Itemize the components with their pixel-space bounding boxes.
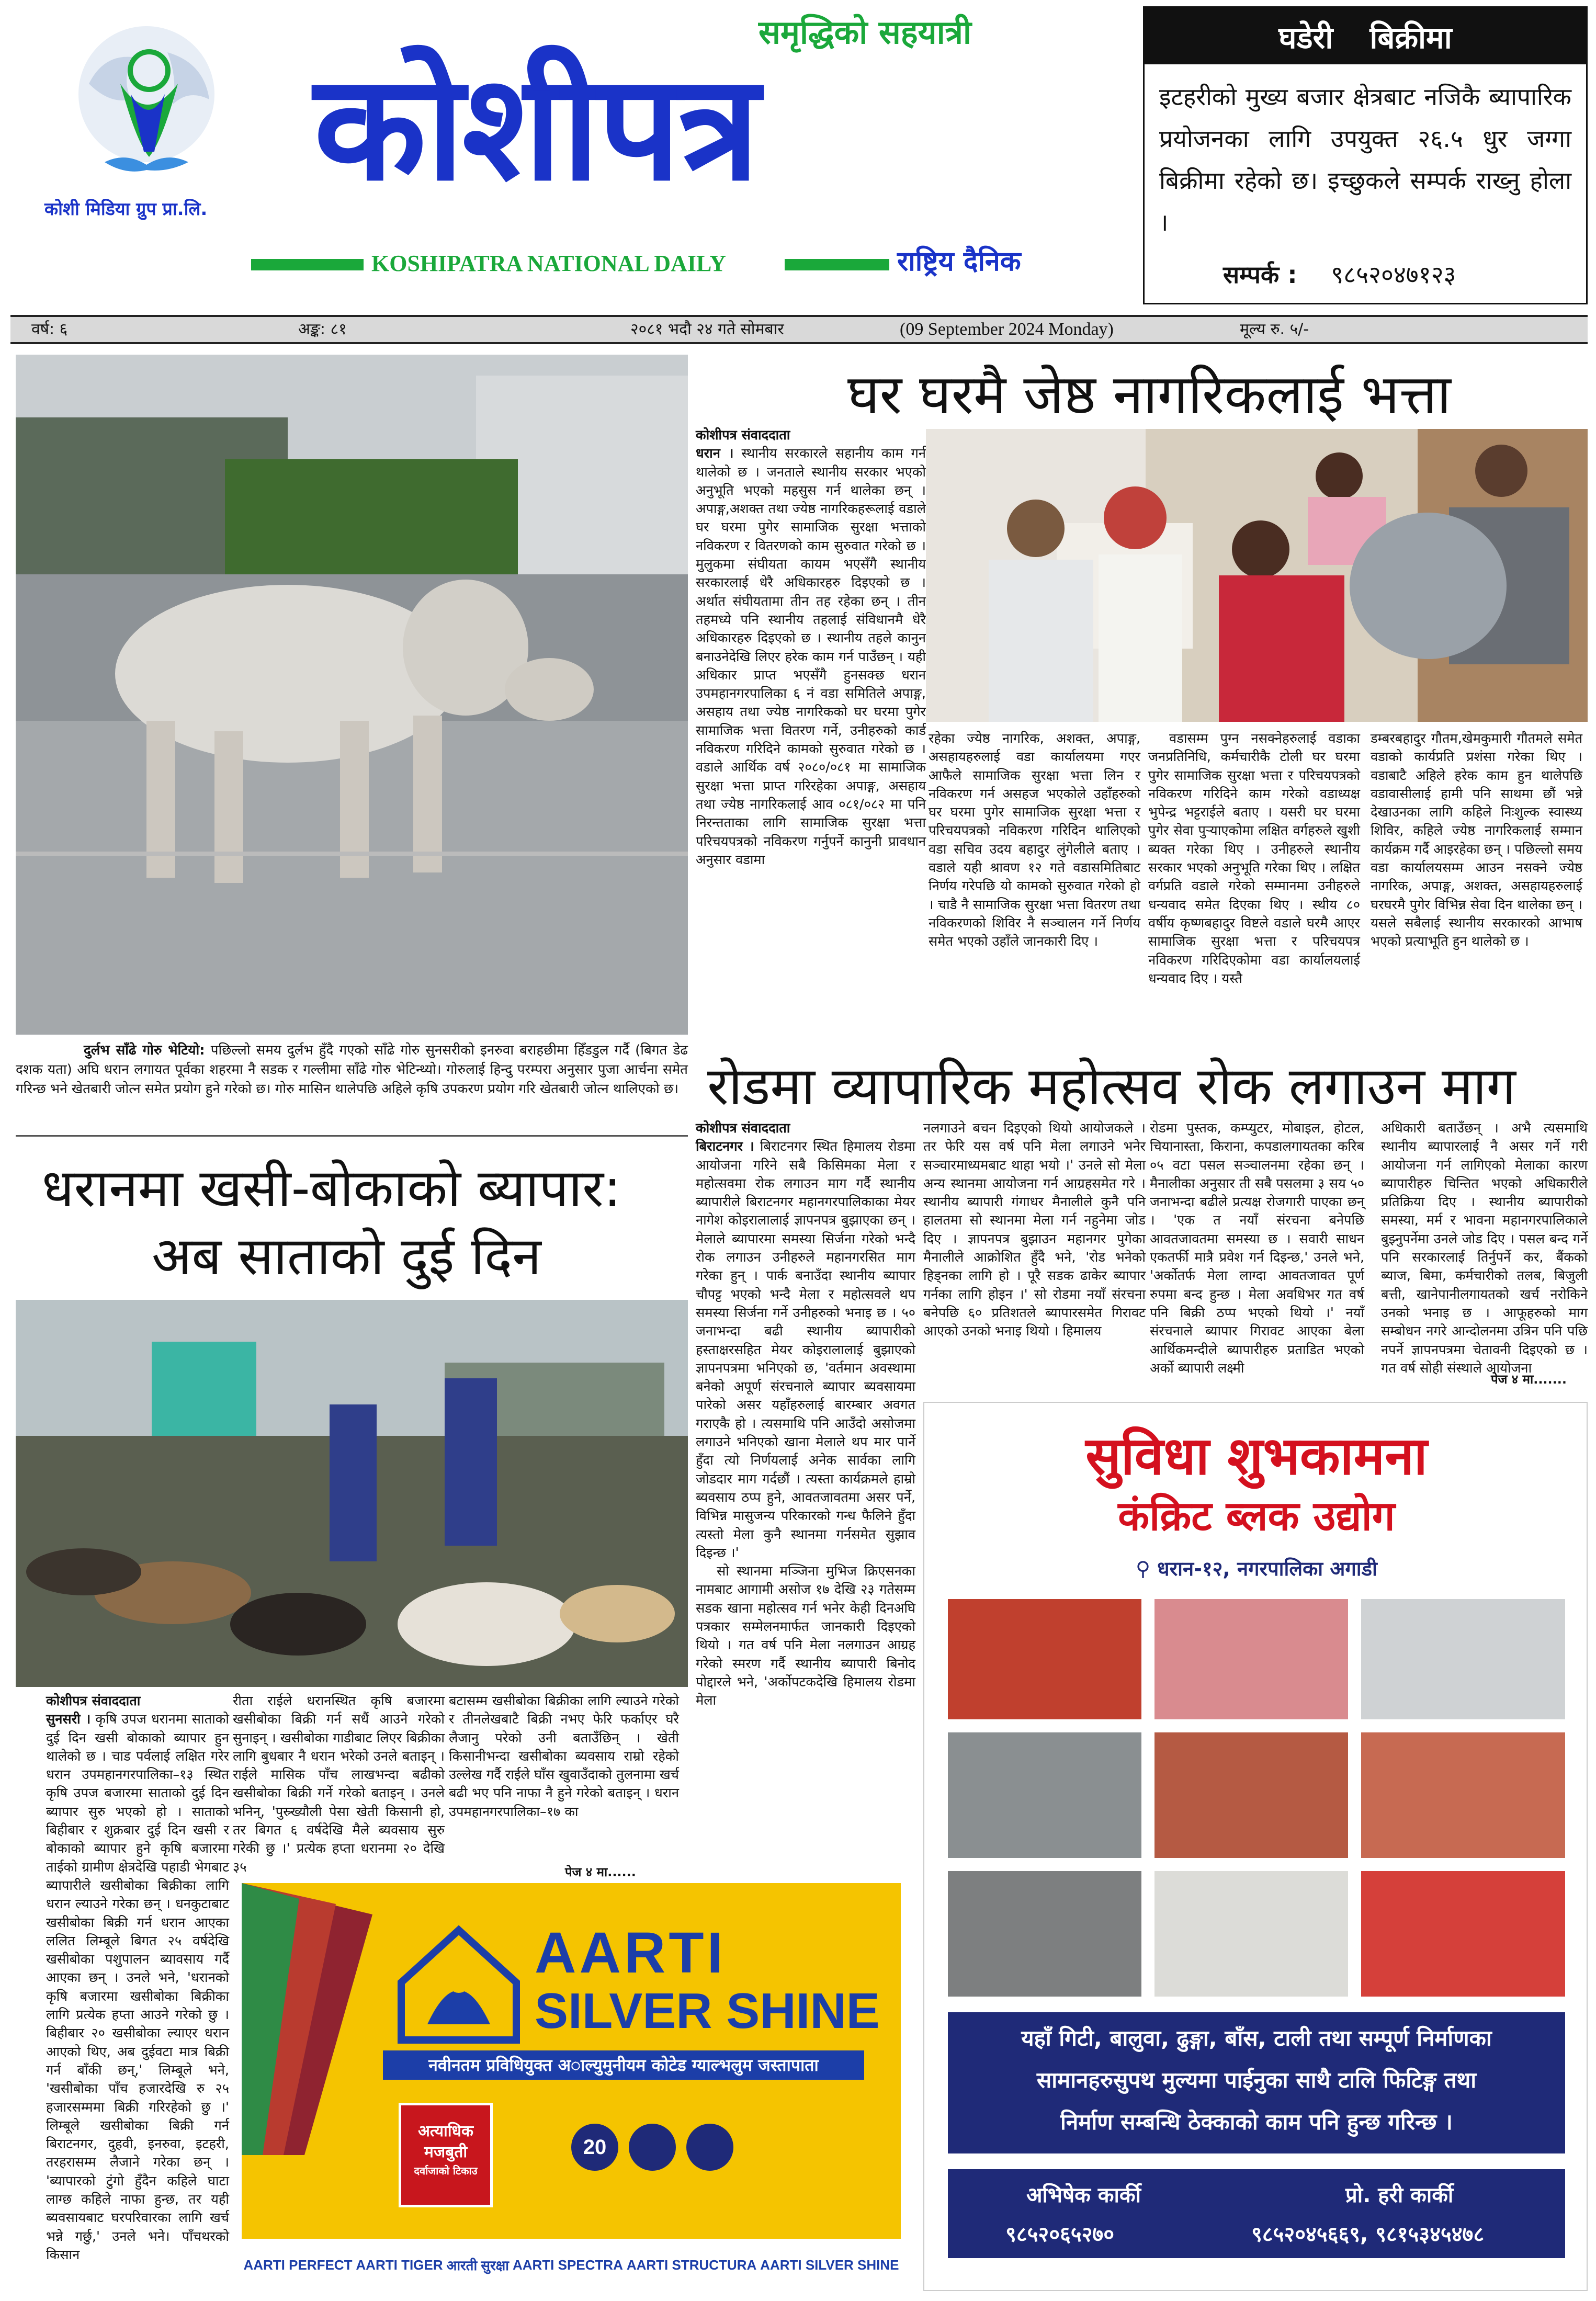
dateline-bar [10, 315, 1588, 344]
festival-text-col4: अधिकारी बताउँछन् । अभै त्यसमाथि स्थानीय ब्यापारलाई नै असर गर्ने गरी आयोजना गर्न लागिएको मेलाका कारण ब्यापारीहरु चिन्तित भएको अधिकारीले प्रतिक्रिया दिए । स्थानीय ब्यापारीको समस्या, मर्म र भावना महानगरपालिकाले बुझ्नुपर्नेमा उनले जोड दिए । पसल बन्द गर्ने पनि सरकारलाई तिर्नुपर्ने कर, बैंकको ब्याज, बिमा, कर्मचारीको तलब, बिजुली बत्ती, खानेपानीलगायतको खर्च नरोकिने उनको भनाइ छ । आफूहरुको माग सम्बोधन नगरे आन्दोलनमा उत्रिन पनि पछि नपर्ने ज्ञापनपत्रमा चेतावनी दिइएको छ । गत वर्ष सोही संस्थाले आयोजना [1381, 1120, 1588, 1376]
goats-text-col3: बटासम्म खसीबोका बिक्रीका लागि ल्याउने गरेको र तीनलेखबाटै बिक्री नभए फेरि फर्काएर घरै लैजानु परेको उनी बताउँछिन् । खेती किसानीभन्दा खसीबोका ब्यवसाय राम्रो रहेको उल्लेख गर्दै राईले घाँस खुवाउँदाको तुलनामा खर्च बढी भए पनि नाफा नै हुने गरेको बताइन् । धरान उपमहानगरपालिका–१७ का [449, 1693, 679, 1820]
issue: अङ्क: ८१ [298, 320, 347, 338]
tile-photo-5 [1154, 1732, 1348, 1858]
allowance-col-1 [696, 426, 926, 1038]
classified-title-left: घडेरी [1278, 19, 1333, 55]
contact1-name: अभिषेक कार्की [1026, 2183, 1141, 2207]
aarti-brand: AARTI [535, 1921, 727, 1985]
festival-col-3 [1150, 1119, 1364, 1391]
allowance-place: धरान । [696, 446, 734, 462]
goats-place: सुनसरी । [46, 1711, 91, 1728]
festival-headline: रोडमा व्यापारिक महोत्सव रोक लगाउन माग [707, 1056, 1516, 1117]
warranty-badge: 20 [571, 2124, 618, 2171]
block-ad-title: सुविधा शुभकामना [1085, 1425, 1428, 1487]
goats-headline-2: अब साताको दुई दिन [152, 1226, 541, 1287]
allowance-headline: घर घरमै जेष्ठ नागरिकलाई भत्ता [847, 362, 1451, 426]
festival-text-col2: नलगाउने बचन दिइएको थियो आयोजकले । तर फेरि यस वर्ष पनि मेला लगाउने भनेर सञ्चारमाध्यमबाट थाहा भयो ।' उनले सो मेला अन्य स्थानमा आयोजना गर्न आग्रहसमेत गरे । स्थानीय ब्यापारी गंगाधर मैनालीले कुनै पनि हालतमा सो स्थानमा मेला गर्न नहुनेमा जोड दिए । ज्ञापनपत्र बुझाउन महानगर पुगेका मैनालीले आक्रोशित हुँदै भने, 'रोड भनेको हिड्नका लागि हो । पूरै सडक ढाकेर ब्यापार गर्नका लागि होइन ।' सो रोडमा नयाँ संरचना बनेपछि ६० प्रतिशतले ब्यापारसमेत गिरावट आएको उनको भनाइ थियो । हिमालय [923, 1120, 1146, 1340]
newspaper-title: कोशीपत्र [314, 43, 758, 213]
allowance-byline: कोशीपत्र संवाददाता [696, 427, 790, 443]
tile-photo-9 [1361, 1871, 1565, 1997]
allowance-text-col2: रहेका ज्येष्ठ नागरिक, अशक्त, अपाङ्ग, असहायहरुलाई वडा कार्यालयमा गएर आफैले सामाजिक सुरक्षा भत्ता लिन र नविकरण गर्न असहज भएकोले उहाँहरुको घर घरमा पुगेर सामाजिक सुरक्षा भत्ता र परिचयपत्रको नविकरण गरिदिन थालिएको वडा सचिव उदय बहादुर लुंगेलीले बताए । वडाले यही श्रावण १२ गते वडासमितिबाट निर्णय गरेपछि यो कामको सुरुवात गरेको हो । चाडै नै सामाजिक सुरक्षा भत्ता वितरण तथा नविकरणको शिविर नै सञ्चालन गर्ने निर्णय समेत भएको उहाँले जानकारी दिए । [929, 731, 1140, 950]
location-pin-icon: ⚲ [1136, 1557, 1151, 1580]
tagline: समृद्धिको सहयात्री [759, 13, 971, 51]
goats-col-1 [46, 1692, 229, 2294]
bull-caption-lead: दुर्लभ साँढे गोरु भेटियो: [84, 1042, 205, 1058]
block-ad-location [924, 1555, 1589, 1582]
festival-byline: कोशीपत्र संवाददाता [696, 1120, 790, 1136]
product-tiger: AARTI TIGER [356, 2257, 443, 2273]
goats-byline: कोशीपत्र संवाददाता [46, 1693, 141, 1709]
goats-photo [16, 1300, 688, 1687]
tile-photo-4 [948, 1732, 1141, 1858]
product-perfect: AARTI PERFECT [243, 2257, 353, 2273]
classified-contact [1223, 258, 1456, 290]
festival-text-col1b: सो स्थानमा मञ्जिना मुभिज क्रिएसनका नामबाट आगामी असोज १७ देखि २३ गतेसम्म सडक खाना महोत्सव गर्न भनेर केही दिनअघि पत्रकार सम्मेलनमार्फत जानकारी दिइएको थियो । गत वर्ष पनि मेला नलगाउन आग्रह गरेको स्मरण गर्दै स्थानीय ब्यापारी बिनोद पोद्दारले भने, 'अर्कोपटकदेखि हिमालय रोडमा मेला [696, 1563, 915, 1709]
allowance-text-col4: डम्बरबहादुर गौतम,खेमकुमारी गौतमले समेत वडाको कार्यप्रति प्रशंसा गरेका थिए । वडाबाटै अहिले हरेक काम हुन थालेपछि वडावासीलाई हामी पनि साथमा छौं भन्ने देखाउनका लागि कहिले निःशुल्क स्वास्थ्य शिविर, कहिले ज्येष्ठ नागरिकलाई सम्मान कार्यक्रम गर्दै आइरहेका छन् । पछिल्लो समय वडा कार्यालयसम्म आउन नसक्ने ज्येष्ठ नागरिक, अपाङ्ग, अशक्त, असहायहरुलाई घरघरमै पुगेर विभिन्न सेवा दिन थालेका छन् । यसले सबैलाई स्थानीय सरकारको आभाष भएको प्रत्याभूति हुन थालेको छ । [1371, 731, 1582, 950]
product-strip [242, 2239, 901, 2291]
bull-caption-text: पछिल्लो समय दुर्लभ हुँदै गएको साँढे गोरु सुनसरीको इनरुवा बराहछीमा हिँडडुल गर्दै (बिगत डेढ दशक यता) अघि धरान लगायत पूर्वका शहरमा नै सडक र गल्लीमा साँढे गोरु भेटिन्थ्यो। गोरुलाई हिन्दु परम्परा अनुसार पुजा आर्चना समेत गरिन्छ भने खेतबारी जोत्न समेत प्रयोग हुने गरेको छ। गोरु मासिन थालेपछि अहिले कृषि उपकरण प्रयोग गरि खेतबारी जोत्न थालिएको छ। [16, 1042, 688, 1097]
contact2-phone: ९८५२०४५६६९, ९८१५३४५४७८ [1251, 2223, 1485, 2247]
festival-text-col3: रोडमा पुस्तक, कम्प्युटर, मोबाइल, होटल, चियानास्ता, किराना, कपडालगायतका करिब ०५ वटा पसल सञ्चालनमा रहेका छन् । मैनालीका अनुसार ती सबै पसलमा ३ सय ५० जनाभन्दा बढीले प्रत्यक्ष रोजगारी पाएका छन् । 'एक त नयाँ संरचना बनेपछि आवतजावतमा समस्या छ । सवारी साधन एकतर्फी मात्रै प्रवेश गर्न दिइन्छ,' उनले भने, 'अर्कोतर्फ मेला लाग्दा आवतजावत पूर्ण रुपमा बन्द हुन्छ । मेला अवधिभर गत वर्ष पनि बिक्री ठप्प भएको थियो ।' नयाँ संरचनाले ब्यापार गिरावट आएका बेला आर्थिकमन्दीले ब्यापारीहरु प्रताडित भएको अर्को ब्यापारी लक्ष्मी [1150, 1120, 1364, 1376]
aarti-ad [242, 1883, 901, 2291]
green-bar-left [251, 259, 364, 270]
contact2-name: प्रो. हरी कार्की [1345, 2183, 1454, 2207]
english-name: KOSHIPATRA NATIONAL DAILY [371, 251, 727, 276]
allowance-photo [926, 429, 1588, 722]
banner-line-1: यहाँ गिटी, बालुवा, ढुङ्गा, बाँस, टाली तथा सम्पूर्ण निर्माणका [1021, 2025, 1492, 2051]
goats-text-col2: रीता राईले धरानस्थित कृषि बजारमा खसीबोका बिक्री गर्न सधैं आउने गरेको सुनाइन् । खसीबोका गाडीबाट लिएर बिक्रीका लागि बुधबार नै धरान भरेको उनले बताइन् । राईले मासिक पाँच लाखभन्दा बढीको खसीबोका बिक्री गर्ने गरेको बताइन् । उनले भनिन्, 'पुस्र्ख्यौली पेसा खेती किसानी हो, तर बिगत ६ वर्षदेखि मैले ब्यवसाय सुरु गरेकी छु ।' प्रत्येक हप्ता धरानमा २० देखि ३५ [233, 1693, 445, 1875]
volume: वर्ष: ६ [31, 320, 68, 338]
allowance-text-col3: वडासम्म पुग्न नसक्नेहरुलाई वडाका जनप्रतिनिधि, कर्मचारीकै टोली घर घरमा पुगेर सामाजिक सुरक्षा भत्ता र परिचयपत्रको नविकरण गरिदिने काम गरेको वडाध्यक्ष भुपेन्द्र भट्टराईले बताए । यसरी घर घरमा पुगेर सेवा पुऱ्याएकोमा लक्षित वर्गहरुले खुशी ब्यक्त गरेका थिए । उनीहरुले स्थानीय सरकार भएको अनुभूति गरेका थिए । लक्षित वर्गप्रति वडाले गरेको सम्मानमा उनीहरुले धन्यवाद समेत दिएका थिए । स्थीय ८० वर्षीय कृष्णबहादुर विष्टले वडाले घरमै आएर सामाजिक सुरक्षा भत्ता र परिचयपत्र नविकरण गरिदिएकोमा वडा कार्यालयलाई धन्यवाद दिए । यस्तै [1148, 731, 1360, 987]
strength-badge [399, 2103, 493, 2207]
product-structura: AARTI STRUCTURA [626, 2257, 757, 2273]
coating-badge [686, 2124, 733, 2171]
daily-label: राष्ट्रिय दैनिक [897, 246, 1021, 277]
goats-continue: पेज ४ मा...... [565, 1865, 636, 1879]
allowance-col-4 [1371, 730, 1582, 1038]
festival-col-2 [923, 1119, 1146, 1391]
contact1-phone: ९८५२०६५२७० [1005, 2223, 1114, 2247]
nepali-date: २०८१ भदौ २४ गते सोमबार [630, 320, 784, 338]
product-spectra: AARTI SPECTRA [512, 2257, 623, 2273]
badge-subtext: दर्वाजाको टिकाउ [414, 2164, 478, 2177]
koshi-media-logo [58, 21, 235, 188]
tile-photo-3 [1361, 1599, 1565, 1719]
contact-number: ९८५२०४७१२३ [1331, 260, 1456, 289]
product-suraksha: आरती सुरक्षा [446, 2258, 510, 2273]
divider-line [16, 1135, 688, 1137]
allowance-text-col1: स्थानीय सरकारले सहानीय काम गर्न थालेको छ । जनताले स्थानीय सरकार भएको अनुभूति भएको महसुस गर्न थालेका छन् । अपाङ्ग,अशक्त तथा ज्येष्ठ नागरिकहरूलाई वडाले घर घरमा पुगेर सामाजिक सुरक्षा भत्ताको नविकरण र वितरणको काम सुरुवात गरेको छ । मुलुकमा संघीयता कायम भएसँगै स्थानीय सरकारलाई धेरै अधिकारहरु दिइएको छ । अर्थात संघीयतामा तीन तह रहेका छन् । तीन तहमध्ये पनि स्थानीय तहलाई संविधानमै धेरै अधिकारहरु दिइएको छ । स्थानीय तहले कानुन बनाउनेदेखि लिएर हरेक काम गर्न पाउँछन् । यही अधिकार प्राप्त भएसँगै हुनसक्छ धरान उपमहानगरपालिका ६ नं वडा समितिले अपाङ्ग, असहाय तथा ज्येष्ठ नागरिकको घर घरमा पुगेर सामाजिक भत्ता वितरण गर्ने, उनीहरुको कार्ड नविकरण गरिदिने कामको सुरुवात गरेको छ । वडाले आर्थिक वर्ष २०८०/०८१ मा सामाजिक सुरक्षा भत्ता प्राप्त गरिरहेका अपाङ्ग, असहाय तथा ज्येष्ठ नागरिकलाई आव ०८१/०८२ मा पनि निरन्तताका लागि सामाजिक सुरक्षा भत्ता परिचयपत्रको नविकरण गर्नुपर्ने कानुनी प्रावधान अनुसार वडामा [696, 446, 926, 868]
block-ad-banner [948, 2012, 1565, 2153]
block-ad-location-text: धरान-१२, नगरपालिका अगाडी [1157, 1557, 1377, 1580]
green-bar-right [785, 259, 889, 270]
festival-place: बिराटनगर । [696, 1139, 754, 1155]
classified-header [1145, 8, 1586, 64]
price: मूल्य रु. ५/- [1240, 320, 1309, 338]
product-photo-grid [948, 1599, 1565, 1997]
classified-ad [1143, 6, 1588, 304]
group-name: कोशी मिडिया ग्रुप प्रा.लि. [44, 199, 208, 220]
tile-photo-8 [1154, 1871, 1348, 1997]
product-silver-shine: AARTI SILVER SHINE [760, 2257, 899, 2273]
aarti-product: SILVER SHINE [535, 1983, 880, 2039]
block-industry-ad [923, 1402, 1588, 2291]
badge-text: अत्याधिक मजबुती [417, 2122, 474, 2161]
english-date: (09 September 2024 Monday) [900, 320, 1114, 339]
bull-caption [16, 1041, 688, 1119]
quality-badge [629, 2124, 676, 2171]
goats-text-col1: कृषि उपज धरानमा साताको दुई दिन खसी बोकाको ब्यापार हुन थालेको छ । चाड पर्वलाई लक्षित गरेर धरान उपमहानगरपालिका–१३ स्थित कृषि उपज बजारमा साताको दुई दिन ब्यापार सुरु भएको हो । साताको बिहीबार र शुक्रबार दुई दिन खसी र बोकाको ब्यापार हुने कृषि बजारमा ताईको ग्रामीण क्षेत्रदेखि पहाडी भेगबाट ब्यापारीले खसीबोका बिक्रीका लागि धरान ल्याउने गरेका छन् । धनकुटाबाट खसीबोका बिक्री गर्न धरान आएका ललित लिम्बूले बिगत २५ वर्षदेखि खसीबोका पशुपालन ब्यावसाय गर्दै आएका छन् । उनले भने, 'धरानको कृषि बजारमा खसीबोका बिक्रीका लागि प्रत्येक हप्ता आउने गरेको छु । बिहीबार २० खसीबोका ल्याएर धरान आएको थिए, अब दुईवटा मात्र बिक्री गर्न बाँकी छन्,' लिम्बूले भने, 'खसीबोका पाँच हजारदेखि रु २५ हजारसम्ममा बिक्री गरिरहेको छु ।' लिम्बूले खसीबोका बिक्री गर्न बिराटनगर, दुहवी, इनरुवा, इटहरी, तरहरासम्म लैजाने गरेका छन् । 'ब्यापारको टुंगो हुँदैन कहिले घाटा लाग्छ कहिले नाफा हुन्छ, तर यही ब्यवसायबाट घरपरिवारका लागि खर्च भन्ने गर्छु,' उनले भने। पाँचथरको किसान [46, 1711, 229, 2263]
roofing-sheets-graphic [242, 1883, 372, 2155]
festival-text-col1: बिराटनगर स्थित हिमालय रोडमा आयोजना गरिने सबै किसिमका मेला र महोत्सवमा रोक लगाउन माग गर्दै स्थानीय ब्यापारीले बिराटनगर महानगरपालिकाका मेयर नागेश कोइरालालाई ज्ञापनपत्र बुझाएका छन् । मेलाले ब्यापारमा समस्या सिर्जना गरेको भन्दै रोक लगाउन उनीहरुले महानगरसित माग गरेका हुन् । पार्क बनाउँदा स्थानीय ब्यापार चौपट्ट भएको भन्दै मेला र महोत्सवले थप समस्या सिर्जना गर्ने उनीहरुको भनाइ छ । ५० जनाभन्दा बढी स्थानीय ब्यापारीको हस्ताक्षरसहित मेयर कोइरालालाई बुझाएको ज्ञापनपत्रमा भनिएको छ, 'वर्तमान अवस्थामा बनेको अपूर्ण संरचनाले ब्यापार ब्यवसायमा पारेको असर यहाँहरुलाई बारम्बार अवगत गराएकै हो । त्यसमाथि पनि आउँदो असोजमा लगाउने भनिएको खाना मेलाले थप मार पार्ने हुँदा त्यो निर्णयलाई अनेक सार्वका लागि जोडदार माग गर्दछौं । त्यस्ता कार्यक्रमले हाम्रो ब्यवसाय ठप्प हुने, आवतजावतमा असर पर्ने, विभिन्न मासुजन्य परिकारको गन्ध फैलिने हुँदा त्यस्तो मेला कुनै स्थानमा गर्नसमेत सुझाव दिइन्छ ।' [696, 1139, 915, 1561]
tile-photo-2 [1154, 1599, 1348, 1719]
goats-col-3 [449, 1692, 679, 1865]
aarti-logo-icon [396, 1925, 522, 2045]
festival-continue: पेज ४ मा....... [1491, 1372, 1567, 1387]
bull-photo [16, 355, 688, 1035]
block-ad-contacts [948, 2169, 1565, 2258]
classified-title-right: बिक्रीमा [1369, 19, 1452, 55]
tile-photo-1 [948, 1599, 1141, 1719]
block-ad-subtitle: कंक्रिट ब्लक उद्योग [1118, 1493, 1395, 1540]
aarti-subtitle: नवीनतम प्रविधियुक्त अाल्युमुनीयम कोटेड ग्याल्भलुम जस्तापाता [383, 2050, 864, 2080]
festival-col-4 [1381, 1119, 1588, 1376]
goats-headline-1: धरानमा खसी-बोकाको ब्यापार: [42, 1158, 621, 1219]
allowance-col-3 [1148, 730, 1360, 1038]
banner-line-3: निर्माण सम्बन्धि ठेक्काको काम पनि हुन्छ गरिन्छ । [1060, 2109, 1453, 2135]
tile-photo-7 [948, 1871, 1141, 1997]
allowance-col-2 [929, 730, 1140, 1038]
tile-photo-6 [1361, 1732, 1565, 1858]
classified-body: इटहरीको मुख्य बजार क्षेत्रबाट नजिकै ब्यापारिक प्रयोजनका लागि उपयुक्त २६.५ धुर जग्गा बिक्रीमा रहेको छ। इच्छुकले सम्पर्क राख्नु होला । [1159, 83, 1571, 236]
goats-col-2 [233, 1692, 445, 1875]
banner-line-2: सामानहरुसुपथ मुल्यमा पाईनुका साथै टालि फिटिङ्ग तथा [1036, 2067, 1477, 2093]
contact-label: सम्पर्क : [1223, 260, 1297, 289]
festival-col-1 [696, 1119, 915, 1873]
